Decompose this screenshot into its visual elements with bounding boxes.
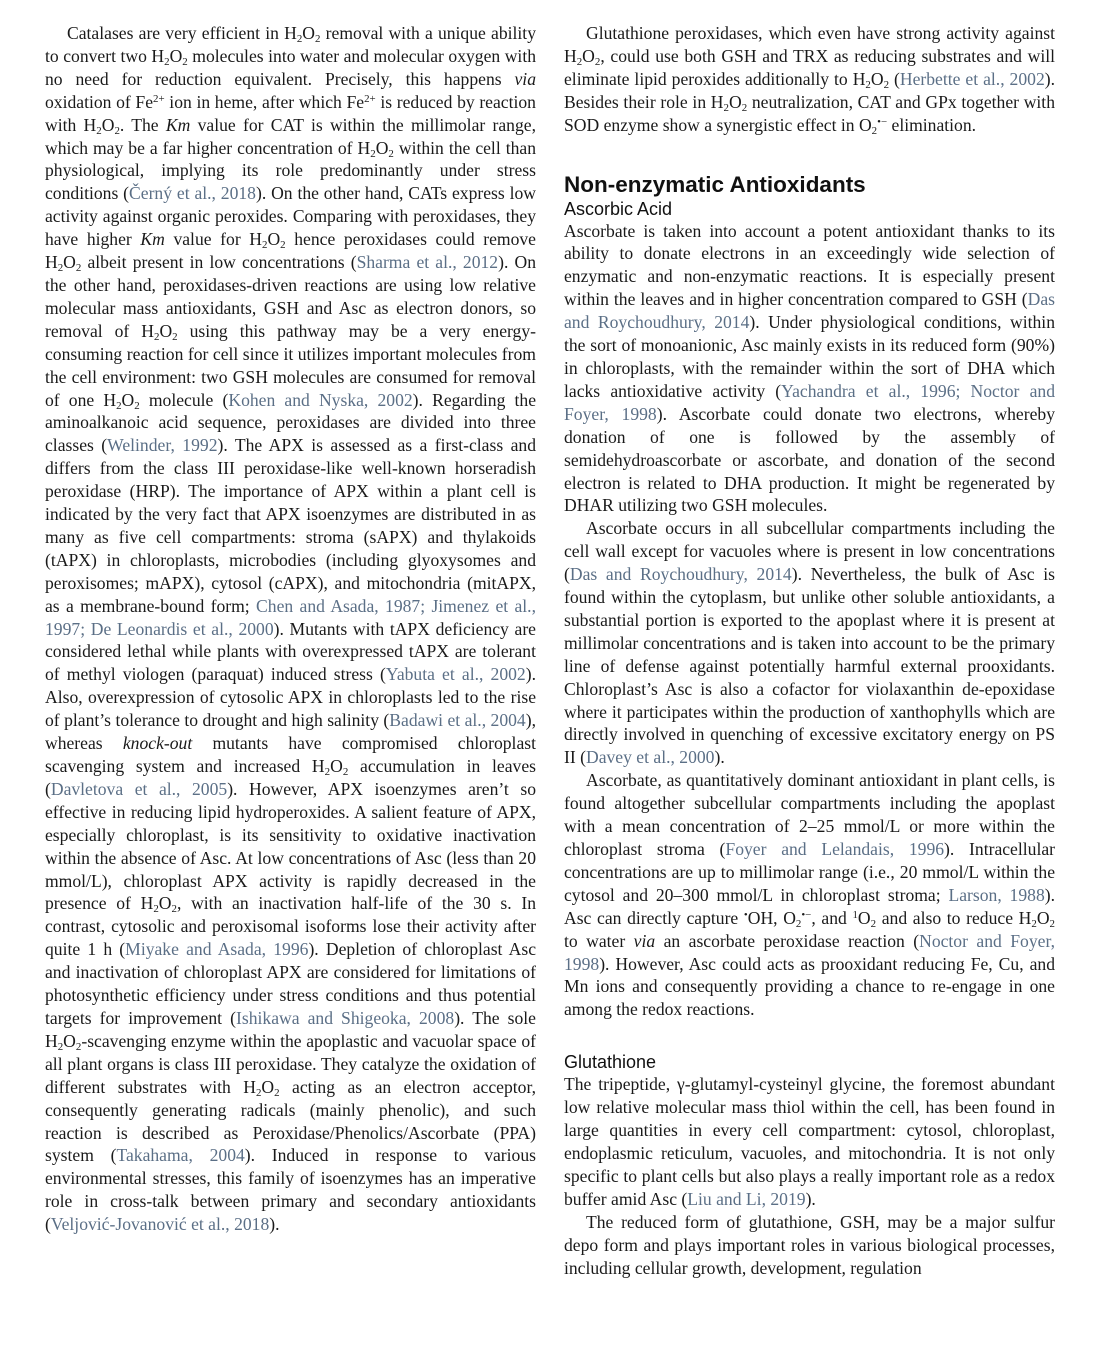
subscript: 2 xyxy=(274,1086,280,1099)
citation-link[interactable]: Sharma et al., 2012 xyxy=(356,252,499,273)
subscript: 2 xyxy=(324,766,331,779)
subscript: 2 xyxy=(75,262,82,275)
subscript: 2 xyxy=(1049,917,1055,930)
citation-link[interactable]: Foyer and Lelandais, 1996 xyxy=(725,839,945,859)
subscript: 2 xyxy=(164,55,170,68)
subscript: 2 xyxy=(182,55,188,68)
glutathione-peroxidase-paragraph xyxy=(564,22,1055,137)
citation-link[interactable]: Das and Roychoudhury, 2014 xyxy=(569,564,792,585)
citation-link[interactable]: Herbette et al., 2002 xyxy=(899,68,1045,89)
italic-term: via xyxy=(514,68,536,89)
body-paragraph: Glutathione peroxidases, which even have strong activity against $H_2O_2$, could use both GSH and TRX as reducing substrates and will eliminate lipid peroxides additionally to $H_2O_2$ (Herbette et al., 2002). Besides their role in $H_2O_2$ neutralization, CAT and GPx together with SOD enzyme show a synergistic effect in $O_2^{•-}$ elimination. xyxy=(564,23,1056,137)
section-heading-non-enzymatic-antioxidants: Non-enzymatic Antioxidants xyxy=(564,171,866,197)
subscript: 2 xyxy=(723,101,729,114)
glutathione-paragraphs xyxy=(564,1073,1055,1279)
subscript: 2 xyxy=(172,330,178,343)
subscript: 2 xyxy=(576,55,583,68)
citation-link[interactable]: Liu and Li, 2019 xyxy=(687,1188,806,1209)
citation-link[interactable]: Yachandra et al., 1996; Noctor and Foyer, 1998 xyxy=(564,380,1055,424)
citation-link[interactable]: Welinder, 1992 xyxy=(107,435,218,456)
subscript: 2 xyxy=(342,766,349,779)
superscript: •− xyxy=(801,908,812,921)
citation-link[interactable]: Davey et al., 2000 xyxy=(585,747,715,768)
italic-term: via xyxy=(633,930,656,951)
citation-link[interactable]: Chen and Asada, 1987; Jimenez et al., 1997; De Leonardis et al., 2000 xyxy=(45,595,536,639)
superscript: 1 xyxy=(852,908,858,921)
subscript: 2 xyxy=(153,330,160,343)
subscript: 2 xyxy=(871,124,878,137)
subscript: 2 xyxy=(171,903,177,916)
subscript: 2 xyxy=(388,147,394,160)
superscript: 2+ xyxy=(153,92,165,105)
superscript: 2+ xyxy=(364,92,376,105)
subscript: 2 xyxy=(883,78,890,91)
left-column xyxy=(45,22,536,1236)
citation-link[interactable]: Das and Roychoudhury, 2014 xyxy=(564,289,1055,333)
subscript: 2 xyxy=(280,239,286,252)
right-column xyxy=(564,22,1055,1279)
catalase-apx-paragraphs xyxy=(45,22,536,1236)
subscript: 2 xyxy=(75,1040,82,1053)
body-paragraph: The tripeptide, γ-glutamyl-cysteinyl glycine, the foremost abundant low relative molecular mass thiol within the cell, has been found in large quantities in every cell compartment: cytosol, chloroplast, endoplasmic reticulum, vacuoles, and mitochondria. It is not only specific to plant cells but also plays a really important role as a redox buffer amid Asc (Liu and Li, 2019). xyxy=(564,1074,1055,1209)
subscript: 2 xyxy=(370,147,376,160)
citation-link[interactable]: Yabuta et al., 2002 xyxy=(385,664,526,685)
subheading-glutathione: Glutathione xyxy=(564,1052,657,1073)
body-paragraph: Catalases are very efficient in $H_2O_2$ removal with a unique ability to convert two $H_2O_2$ molecules into water and molecular oxygen with no need for reduction equivalent. Precisely, this happens via oxidation of $Fe^{2+}$ ion in heme, after which $Fe^{2+}$ is reduced by reaction with $H_2O_2$. The Km value for CAT is within the millimolar range, which may be a far higher concentration of $H_2O_2$ within the cell than physiological, implying its role predominantly under stress conditions (Černý et al., 2018). On the other hand, CATs express low activity against organic peroxides. Comparing with peroxidases, they have higher Km value for $H_2O_2$ hence peroxidases could remove $H_2O_2$ albeit present in low concentrations (Sharma et al., 2012). On the other hand, peroxidases-driven reactions are using low relative molecular mass antioxidants, GSH and Asc as electron donors, so removal of $H_2O_2$ using this pathway may be a very energy-consuming reaction for cell since it utilizes important molecules from the cell environment: two GSH molecules are consumed for removal of one $H_2O_2$ molecule (Kohen and Nyska, 2002). Regarding the aminoalkanoic acid sequence, peroxidases are divided into three classes (Welinder, 1992). The APX is assessed as a first-class and differs from the class III peroxidase-like well-known horseradish peroxidase (HRP). The importance of APX within a plant cell is indicated by the very fact that APX isoenzymes are distributed in as many as five cell compartments: stroma (sAPX) and thylakoids (tAPX) in chloroplasts, microbodies (including glyoxysomes and peroxisomes; mAPX), cytosol (cAPX), and mitochondria (mitAPX, as a membrane-bound form; Chen and Asada, 1987; Jimenez et al., 1997; De Leonardis et al., 2000). Mutants with tAPX deficiency are considered lethal while plants with overexpressed tAPX are tolerant of methyl viologen (paraquat) induced stress (Yabuta et al., 2002). Also, overexpression of cytosolic APX in chloroplasts led to the rise of plant’s tolerance to drought and high salinity (Badawi et al., 2004), whereas knock-out mutants have compromised chloroplast scavenging system and increased $H_2O_2$ accumulation in leaves (Davletova et al., 2005). However, APX isoenzymes aren’t so effective in reducing lipid hydroperoxides. A salient feature of APX, especially chloroplast, is its sensitivity to oxidative inactivation within the absence of Asc. At low concentrations of Asc (less than 20 mmol/L), chloroplast APX activity is rapidly decreased in the presence of $H_2O_2$, with an inactivation half-life of the 30 s. In contrast, cytosolic and peroxisomal isoforms lose their activity after quite 1 h (Miyake and Asada, 1996). Depletion of chloroplast Asc and inactivation of chloroplast APX are considered for limitations of photosynthetic efficiency under stress conditions and thus potential targets for improvement (Ishikawa and Shigeoka, 2008). The sole $H_2O_2$-scavenging enzyme within the apoplastic and vacuolar space of all plant organs is class III peroxidase. They catalyze the oxidation of different substrates with $H_2O_2$ acting as an electron acceptor, consequently generating radicals (mainly phenolic), and such reaction is described as Peroxidase/Phenolics/Ascorbate (PPA) system (Takahama, 2004). Induced in response to various environmental stresses, this family of isoenzymes has an imperative role in cross-talk between primary and secondary antioxidants (Veljović-Jovanović et al., 2018). xyxy=(45,23,537,1235)
subscript: 2 xyxy=(153,903,159,916)
subscript: 2 xyxy=(865,78,871,91)
subscript: 2 xyxy=(134,399,140,412)
body-paragraph: Ascorbate, as quantitatively dominant antioxidant in plant cells, is found altogether subcellular compartments including the apoplast with a mean concentration of 2–25 mmol/L or more within the chloroplast stroma (Foyer and Lelandais, 1996). Intracellular concentrations are up to millimolar range (i.e., 20 mmol/L within the cytosol and 20–300 mmol/L in chloroplast stroma; Larson, 1988). Asc can directly capture •OH, $O_2^{•-}$, and $^1O_2$ and also to reduce $H_2O_2$ to water via an ascorbate peroxidase reaction (Noctor and Foyer, 1998). However, Asc could acts as prooxidant reducing Fe, Cu, and Mn ions and consequently providing a chance to re-engage in one among the redox reactions. xyxy=(564,770,1056,1020)
subscript: 2 xyxy=(255,1086,262,1099)
subheading-ascorbic-acid: Ascorbic Acid xyxy=(564,198,673,219)
subscript: 2 xyxy=(315,33,321,46)
citation-link[interactable]: Larson, 1988 xyxy=(948,884,1045,905)
subscript: 2 xyxy=(114,124,120,137)
subscript: 2 xyxy=(116,399,122,412)
citation-link[interactable]: Badawi et al., 2004 xyxy=(389,710,526,731)
citation-link[interactable]: Noctor and Foyer, 1998 xyxy=(564,930,1055,974)
italic-term: Km xyxy=(165,114,191,135)
subscript: 2 xyxy=(57,1040,64,1053)
ascorbic-acid-paragraphs xyxy=(564,220,1055,1022)
citation-link[interactable]: Veljović-Jovanović et al., 2018 xyxy=(50,1214,270,1235)
citation-link[interactable]: Takahama, 2004 xyxy=(116,1145,245,1166)
subscript: 2 xyxy=(1031,917,1037,930)
subscript: 2 xyxy=(296,33,303,46)
citation-link[interactable]: Černý et al., 2018 xyxy=(129,183,256,204)
citation-link[interactable]: Kohen and Nyska, 2002 xyxy=(228,389,413,410)
subscript: 2 xyxy=(57,262,64,275)
subscript: 2 xyxy=(795,917,802,930)
citation-link[interactable]: Ishikawa and Shigeoka, 2008 xyxy=(236,1007,455,1028)
subscript: 2 xyxy=(96,124,102,137)
italic-term: knock-out xyxy=(122,733,193,754)
citation-link[interactable]: Davletova et al., 2005 xyxy=(50,778,228,799)
superscript: •− xyxy=(877,115,888,128)
subscript: 2 xyxy=(262,239,268,252)
subscript: 2 xyxy=(870,917,877,930)
body-paragraph: The reduced form of glutathione, GSH, may be a major sulfur depo form and plays important roles in various biological processes, including cellular growth, development, regulation xyxy=(564,1211,1055,1278)
body-paragraph: Ascorbate is taken into account a potent antioxidant thanks to its ability to donate electrons in an exceedingly wide selection of enzymatic and non-enzymatic reactions. It is especially present within the leaves and in higher concentration compared to GSH (Das and Roychoudhury, 2014). Under physiological conditions, within the sort of monoanionic, Asc mainly exists in its reduced form (90%) in chloroplasts, with the remainder within the sort of DHA which lacks antioxidative activity (Yachandra et al., 1996; Noctor and Foyer, 1998). Ascorbate could donate two electrons, whereby donation of one is followed by the assembly of semidehydroascorbate or ascorbate, and donation of the second electron is related to DHA production. It might be regenerated by DHAR utilizing two GSH molecules. xyxy=(564,220,1055,516)
italic-term: Km xyxy=(140,229,165,250)
body-paragraph: Ascorbate occurs in all subcellular compartments including the cell wall except for vacuoles where is present in low concentrations (Das and Roychoudhury, 2014). Nevertheless, the bulk of Asc is found within the cytoplasm, but unlike other soluble antioxidants, a substantial portion is exported to the apoplast where it is present at millimolar concentrations and is taken into account to be the primary line of defense against potentially harmful external prooxidants. Chloroplast’s Asc is also a cofactor for violaxanthin de-epoxidase where it participates within the production of xanthophylls which are directly involved in quenching of excessive excitatory energy on PS II (Davey et al., 2000). xyxy=(564,518,1055,768)
subscript: 2 xyxy=(741,101,748,114)
superscript: • xyxy=(743,908,748,921)
citation-link[interactable]: Miyake and Asada, 1996 xyxy=(125,939,309,960)
subscript: 2 xyxy=(594,55,601,68)
